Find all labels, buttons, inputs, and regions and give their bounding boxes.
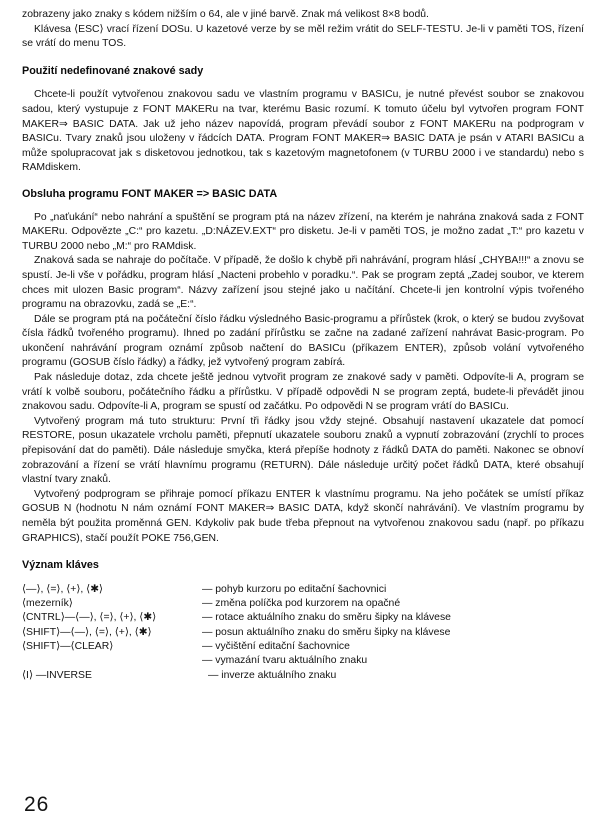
- paragraph: Po „naťukání“ nebo nahrání a spuštění se program ptá na název zřízení, na kterém je nahrána znaková sada z FONT MAKERu. Odpovězte „C:“ pro kazetu. „D:NÁZEV.EXT“ pro disketu. Je-li v paměti TOS, je možno zadat „T:“ pro kazetu v TURBU 2000 nebo „M:“ pro RAMdisk.: [22, 211, 584, 252]
- key-row: [22, 597, 584, 611]
- key-table: [22, 583, 584, 683]
- intro-line: zobrazeny jako znaky s kódem nižším o 64, ale v jiné barvě. Znak má velikost 8×8 bodů.: [22, 9, 429, 20]
- key-row: [22, 640, 584, 654]
- section-heading-keys: Význam kláves: [22, 559, 99, 572]
- section-heading-operation: Obsluha programu FONT MAKER => BASIC DATA: [22, 187, 278, 200]
- key-row: [22, 583, 584, 597]
- key-description: — vymazání tvaru aktuálního znaku: [202, 655, 368, 667]
- paragraph: Chcete-li použít vytvořenou znakovou sadu ve vlastním programu v BASICu, je nutné převést soubor se znakovou sadou, který vystupuje z FONT MAKERu na tvar, kterému Basic rozumí. K tomuto účelu byl vytvořen program FONT MAKER⇒ BASIC DATA. Jak už jeho název napovídá, program převádí soubor z FONT MAKERu na podprogram v BASICu. Tvary znaků jsou uloženy v řádcích DATA. Program FONT MAKER⇒ BASIC DATA je psán v ATARI BASICu a může spolupracovat jak s disketovou jednotkou, tak s kazetovým magnetofonem (v TURBU 2000 i ve standardu) nebo s RAMdiskem.: [22, 89, 584, 174]
- section-heading-usage: Použití nedefinované znakové sady: [22, 64, 204, 77]
- paragraph: Pak následuje dotaz, zda chcete ještě jednou vytvořit program ze znakové sady v paměti. Odpovíte-li A, program se vrátí k volbě souboru, počátečního řádku a přírůstku. V případě odpovědi N se program zeptá, budete-li převádět jinou znakovou sadu. Odpovíte-li A, program se spustí od začátku. Po odpovědi N se program vrátí do BASICu.: [22, 372, 584, 413]
- key-description: — pohyb kurzoru po editační šachovnici: [202, 583, 387, 595]
- key-description: — rotace aktuálního znaku do směru šipky na klávese: [202, 612, 451, 624]
- key-row: [22, 654, 584, 668]
- key-combo: ⟨SHIFT⟩—⟨—⟩, ⟨=⟩, ⟨+⟩, ⟨✱⟩: [22, 626, 152, 638]
- paragraph: Znaková sada se nahraje do počítače. V případě, že došlo k chybě při nahrávání, program hlásí „CHYBA!!!“ a znovu se spustí. Je-li vše v pořádku, program hlásí „Nacteni probehlo v poradku.“. Pak se program zeptá „Zadej soubor, ve kterem chces mit ulozen Basic program“. Názvy zařízení jsou stejné jako u načítání. Chcete-li jen kontrolní výpis tvořeného programu na obrazovku, zadá se „E:“.: [22, 255, 584, 311]
- paragraph: Vytvořený program má tuto strukturu: První tři řádky jsou vždy stejné. Obsahují nastavení ukazatele dat pomocí RESTORE, posun ukazatele vrcholu paměti, přepnutí ukazatele souboru znaků a vypnutí zobrazování (zrychlí to proces přepisování dat do paměti). Dále následuje smyčka, která přepíše hodnoty z řádků DATA do paměti. Nakonec se obnoví zobrazování a řízení se vrátí hlavnímu programu (RETURN). Dále následuje určitý počet řádků DATA, které obsahují vlastní tvary znaků.: [22, 415, 584, 486]
- paragraph: Vytvořený podprogram se přihraje pomocí příkazu ENTER k vlastnímu programu. Na jeho počátek se umístí příkaz GOSUB N (hodnotu N nám oznámí FONT MAKER⇒ BASIC DATA, když skončí nahrávání). Ve vlastním programu by neměla být použita proměnná GEN. Kdykoliv pak bude třeba přepnout na vytvořenou znakovou sadu (např. po příkazu GRAPHICS), stačí použít POKE 756,GEN.: [22, 488, 584, 544]
- key-row: [22, 611, 584, 625]
- key-combo: ⟨mezerník⟩: [22, 598, 73, 610]
- key-description: — inverze aktuálního znaku: [208, 669, 337, 681]
- page-number: 26: [24, 793, 50, 816]
- document-page: [22, 8, 584, 683]
- key-combo: ⟨CNTRL⟩—⟨—⟩, ⟨=⟩, ⟨+⟩, ⟨✱⟩: [22, 612, 157, 624]
- key-description: — vyčištění editační šachovnice: [202, 640, 350, 652]
- key-combo: ⟨—⟩, ⟨=⟩, ⟨+⟩, ⟨✱⟩: [22, 583, 103, 595]
- intro-paragraph: Klávesa ⟨ESC⟩ vrací řízení DOSu. U kazetové verze by se měl režim vrátit do SELF-TESTU. Je-li v paměti TOS, řízení se vrátí do menu TOS.: [22, 23, 584, 50]
- key-row: [22, 669, 584, 683]
- key-combo: ⟨I⟩ —INVERSE: [22, 669, 92, 681]
- key-description: — změna políčka pod kurzorem na opačné: [202, 598, 401, 610]
- key-description: — posun aktuálního znaku do směru šipky na klávese: [202, 626, 451, 638]
- paragraph: Dále se program ptá na počáteční číslo řádku výsledného Basic-programu a přírůstek (krok, o který se budou zvyšovat čísla řádků tvořeného programu). Ihned po zadání přírůstku se začne na zadané zařízení nahrávat Basic-program. Po ukončení nahrávání program oznámí způsob načtení do BASICu (příkazem ENTER), způsob volání vytvořeného programu (GOSUB číslo řádky) a řádky, jež vytvořený program zabírá.: [22, 313, 584, 369]
- key-row: [22, 626, 584, 640]
- key-combo: ⟨SHIFT⟩—⟨CLEAR⟩: [22, 640, 114, 652]
